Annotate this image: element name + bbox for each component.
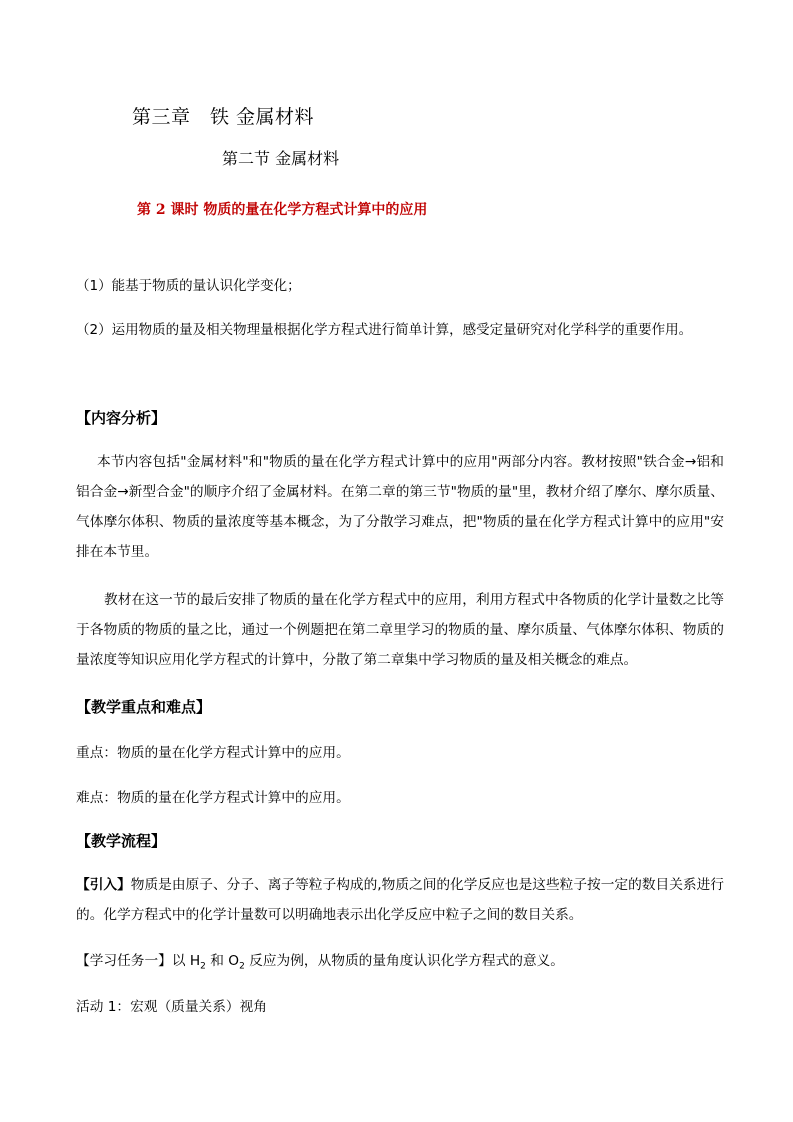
task-subscript-h2: 2 [200, 961, 206, 972]
lesson-title: 第 2 课时 物质的量在化学方程式计算中的应用 [137, 202, 428, 218]
activity-1: 活动 1：宏观（质量关系）视角 [76, 999, 267, 1015]
task-text-pre: 以 H [171, 953, 201, 969]
task-tag: 【学习任务一】 [76, 953, 172, 969]
intro-paragraph [76, 870, 724, 930]
content-analysis-heading: 【内容分析】 [76, 409, 167, 427]
teaching-flow-heading: 【教学流程】 [76, 832, 167, 850]
section-title: 第二节 金属材料 [222, 149, 340, 168]
intro-tag: 【引入】 [76, 877, 131, 893]
task-subscript-o2: 2 [239, 961, 245, 972]
content-analysis-paragraph-1: 本节内容包括"金属材料"和"物质的量在化学方程式计算中的应用"两部分内容。教材按照"铁合金→铝和铝合金→新型合金"的顺序介绍了金属材料。在第二章的第三节"物质的量"里，教材介绍了摩尔、摩尔质量、气体摩尔体积、物质的量浓度等基本概念，为了分散学习难点，把"物质的量在化学方程式计算中的应用"安排在本节里。 [76, 454, 724, 560]
task-text-mid: 和 O [205, 953, 240, 969]
key-point-difficulty: 难点：物质的量在化学方程式计算中的应用。 [76, 790, 350, 806]
learning-goal-1: （1）能基于物质的量认识化学变化； [76, 278, 301, 294]
task-text-post: 反应为例，从物质的量角度认识化学方程式的意义。 [244, 953, 564, 969]
key-point-focus: 重点：物质的量在化学方程式计算中的应用。 [76, 745, 350, 761]
intro-text: 物质是由原子、分子、离子等粒子构成的,物质之间的化学反应也是这些粒子按一定的数目关系进行的。化学方程式中的化学计量数可以明确地表示出化学反应中粒子之间的数目关系。 [76, 877, 724, 923]
content-analysis-paragraph-2: 教材在这一节的最后安排了物质的量在化学方程式中的应用，利用方程式中各物质的化学计量数之比等于各物质的物质的量之比，通过一个例题把在第二章里学习的物质的量、摩尔质量、气体摩尔体积、物质的量浓度等知识应用化学方程式的计算中，分散了第二章集中学习物质的量及相关概念的难点。 [76, 592, 724, 668]
key-points-heading: 【教学重点和难点】 [76, 698, 212, 716]
learning-task-1 [76, 949, 564, 972]
chapter-title: 第三章 铁 金属材料 [132, 106, 315, 128]
learning-goal-2: （2）运用物质的量及相关物理量根据化学方程式进行简单计算，感受定量研究对化学科学的重要作用。 [76, 322, 693, 338]
